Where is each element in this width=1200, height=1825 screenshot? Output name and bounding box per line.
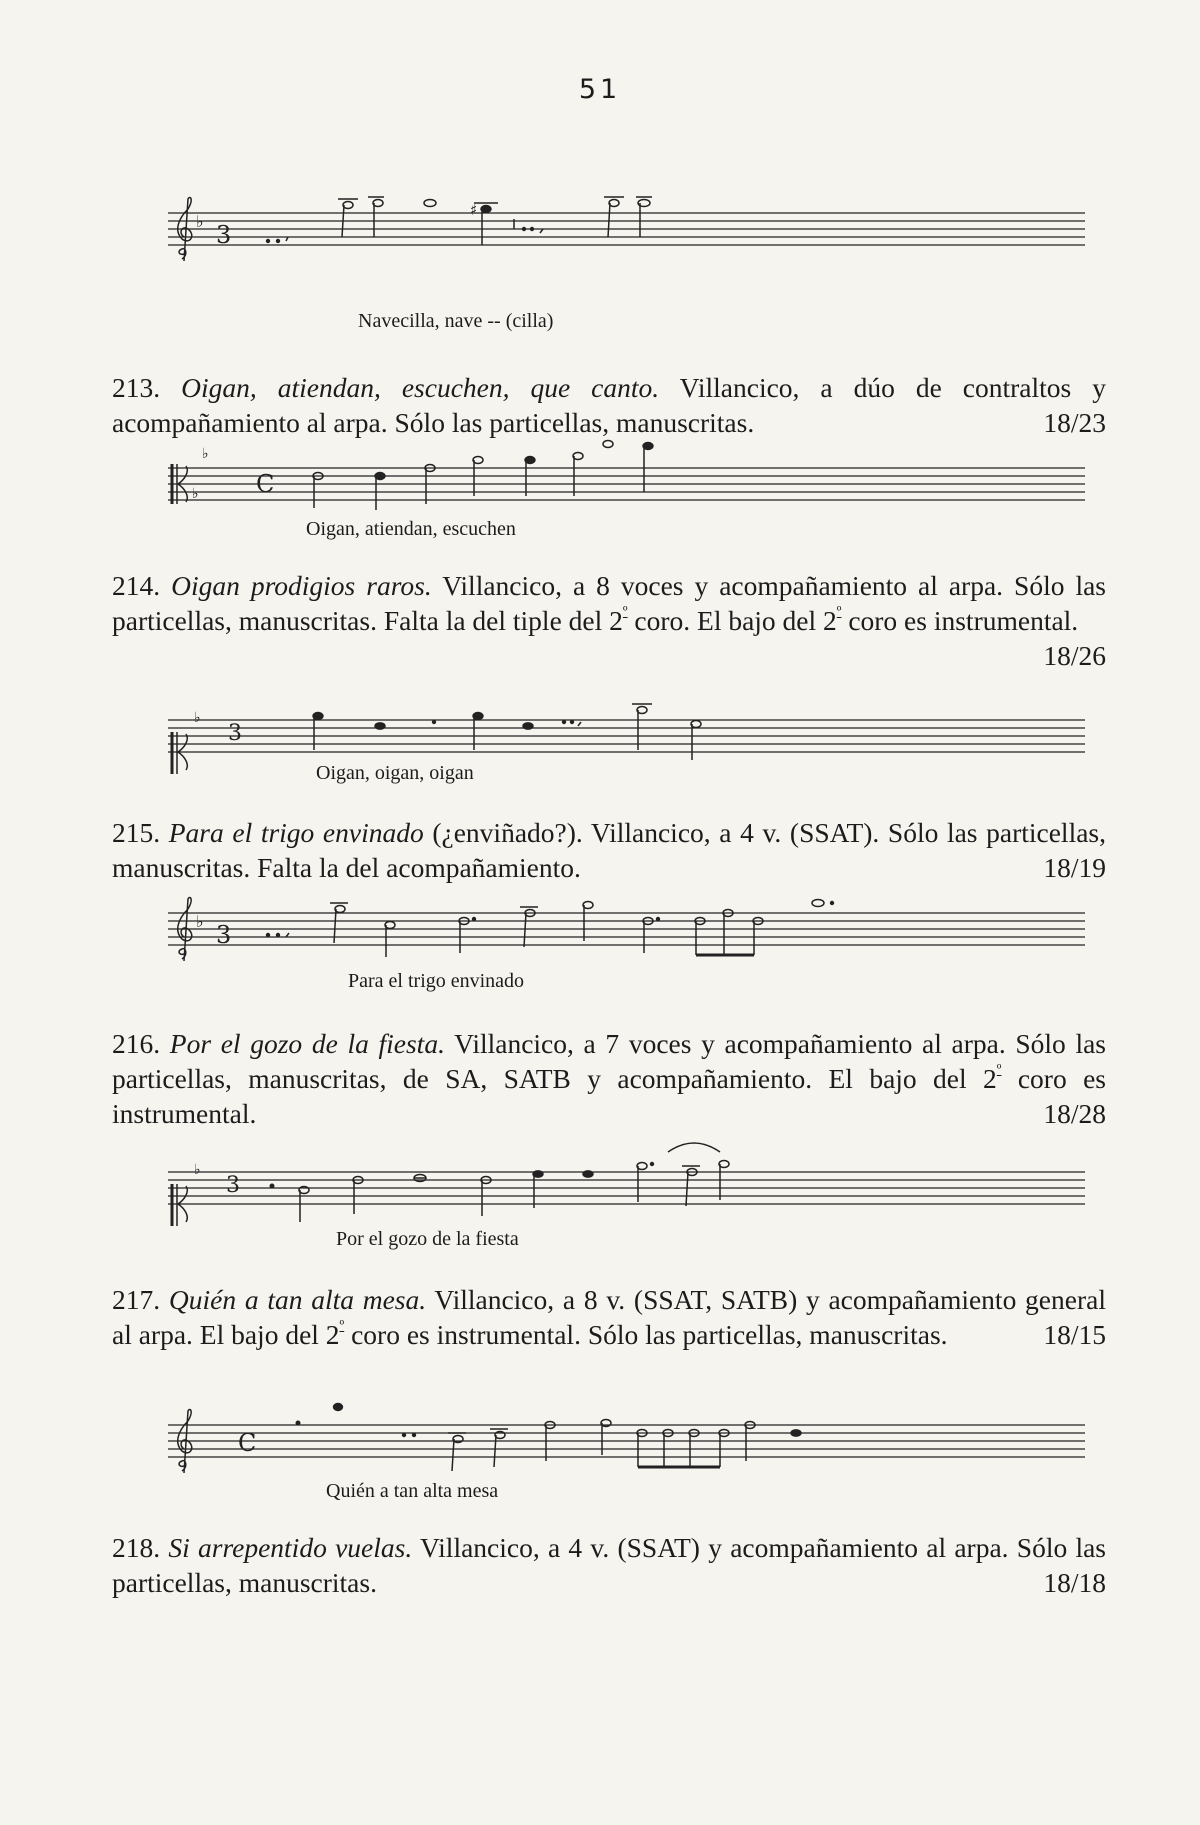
- incipit-text: Oigan, atiendan, escuchen: [306, 518, 516, 540]
- flat-icon: ♭: [194, 1162, 201, 1178]
- entry-number: 217.: [112, 1284, 161, 1315]
- shelf-signature: 18/15: [1043, 1319, 1106, 1350]
- entry-description: Villancico, a 4 v. (SSAT) y acompañamiento al arpa. Sólo las particellas, manuscritas.: [112, 1532, 1107, 1598]
- entry-description: Villancico, a 8 voces y acompañamiento al arpa. Sólo las particellas, manuscritas. Falta la del tiple del $2^º$ coro. El bajo del $2^º$ coro es instrumental.: [112, 570, 1106, 636]
- sharp-icon: ♯: [470, 201, 478, 219]
- catalog-entry: [112, 1530, 1106, 1600]
- catalog-entry: [112, 370, 1106, 440]
- music-notes: [270, 1143, 729, 1222]
- music-incipit-staff: [168, 712, 1085, 772]
- shelf-signature: 18/19: [1043, 852, 1106, 883]
- shelf-signature: 18/28: [1043, 1098, 1106, 1129]
- entry-number: 215.: [112, 817, 161, 848]
- entry-description: Villancico, a 8 v. (SSAT, SATB) y acompañamiento general al arpa. El bajo del $2^º$ coro es instrumental. Sólo las particellas, manuscritas.: [112, 1284, 1106, 1350]
- catalog-entry: [112, 1026, 1106, 1131]
- c-clef-icon: [172, 1184, 187, 1226]
- music-notes: [296, 1404, 801, 1472]
- entry-number: 216.: [112, 1028, 161, 1059]
- entry-description: Villancico, a dúo de contraltos y acompañamiento al arpa. Sólo las particellas, manuscritas.: [112, 372, 1106, 438]
- flat-icon: ♭: [196, 212, 204, 231]
- shelf-signature: 18/23: [1043, 407, 1106, 438]
- time-signature: 3: [216, 921, 232, 949]
- catalog-entry: [112, 568, 1106, 673]
- music-incipit-staff: [168, 201, 1085, 265]
- entry-description: Villancico, a 7 voces y acompañamiento al arpa. Sólo las particellas, manuscritas, de SA, SATB y acompañamiento. El bajo del $2^º$ coro es instrumental.: [112, 1028, 1107, 1129]
- c-clef-icon: [172, 732, 187, 774]
- entry-description: (¿enviñado?). Villancico, a 4 v. (SSAT). Sólo las particellas, manuscritas. Falta la del acompañamiento.: [112, 817, 1106, 883]
- flat-icon: ♭: [202, 446, 209, 462]
- entry-title: Por el gozo de la fiesta.: [169, 1028, 445, 1059]
- page-number: 51: [578, 74, 622, 105]
- entry-title: Oigan prodigios raros.: [171, 570, 432, 601]
- entry-number: 213.: [112, 372, 161, 403]
- catalog-entry: [112, 1282, 1106, 1352]
- flat-icon: ♭: [192, 486, 199, 502]
- catalog-entry: [112, 815, 1106, 885]
- time-signature: 3: [216, 221, 232, 249]
- music-incipit-staff: [168, 1164, 1085, 1224]
- common-time-icon: C: [238, 1429, 257, 1457]
- incipit-text: Navecilla, nave -- (cilla): [358, 310, 554, 332]
- incipit-text: Oigan, oigan, oigan: [316, 762, 474, 784]
- music-incipit-staff: [168, 446, 1085, 520]
- music-notes: [267, 900, 834, 958]
- shelf-signature: 18/26: [1043, 640, 1106, 671]
- entry-title: Para el trigo envinado: [168, 817, 424, 848]
- music-incipit-staff: [168, 905, 1085, 965]
- shelf-signature: 18/18: [1043, 1567, 1106, 1598]
- incipit-text: Quién a tan alta mesa: [326, 1480, 499, 1502]
- time-signature: 3: [226, 1173, 240, 1198]
- entry-title: Si arrepentido vuelas.: [168, 1532, 413, 1563]
- entry-number: 218.: [112, 1532, 161, 1563]
- common-time-icon: C: [256, 470, 275, 498]
- entry-title: Oigan, atiendan, escuchen, que canto.: [181, 372, 660, 403]
- time-signature: 3: [228, 721, 242, 746]
- entry-number: 214.: [112, 570, 161, 601]
- incipit-text: Para el trigo envinado: [348, 970, 525, 992]
- entry-title: Quién a tan alta mesa.: [168, 1284, 427, 1315]
- flat-icon: ♭: [194, 710, 201, 726]
- incipit-text: Por el gozo de la fiesta: [336, 1228, 519, 1250]
- music-incipit-staff: [168, 1417, 1085, 1477]
- flat-icon: ♭: [196, 912, 204, 931]
